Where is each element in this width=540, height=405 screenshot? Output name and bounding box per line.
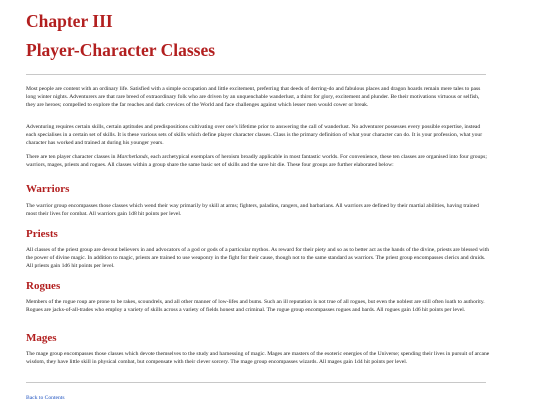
top-divider	[26, 74, 486, 75]
chapter-number: Chapter III	[26, 11, 113, 31]
heading-mages: Mages	[26, 332, 57, 344]
setting-title: Marchetlands	[116, 154, 148, 160]
bottom-divider	[26, 382, 486, 383]
chapter-title: Player-Character Classes	[26, 40, 216, 60]
priests-paragraph: All classes of the priest group are devout believers in and advocators of a god or gods of a particular mythos. As reward for their piety and so as to better act as the hands of the divine, priests are blessed with the power of divine magic. In addition to magic, priests are trained to use weaponry in the fight for their cause, though not to the same standard as warriors. The priest group encompasses clerics and druids. All priests gain 1d6 hit points per level.	[26, 247, 490, 269]
heading-priests: Priests	[26, 228, 58, 240]
intro-paragraph-3-after: , each archetypical exemplars of heroism broadly applicable in most fantastic worlds. For convenience, these ten classes are organised into four groups; warriors, mages, priests and rogues. All classes within a group share the same basic set of skills and the save hit die. These four groups are further elaborated below:	[26, 154, 487, 168]
heading-rogues: Rogues	[26, 280, 61, 292]
rogues-paragraph: Members of the rogue roup are prone to be rakes, scoundrels, and all other manner of low-lifes and bums. Such an ill reputation is not true of all rogues, but even the noblest are still often loath to authority. Rogues are jacks-of-all-trades who employ a variety of skills across a variety of fields honest and criminal. The rogue group encompasses rogues and bards. All rogues gain 1d6 hit points per level.	[26, 299, 485, 313]
mages-paragraph: The mage group encompasses those classes which devote themselves to the study and harnessing of magic. Mages are masters of the esoteric energies of the Universe; spending their lives in pursuit of arcane wisdom, they have little skill in physical combat, but compensate with their clever sorcery. The mage group encompasses wizards. All mages gain 1d4 hit points per level.	[26, 351, 490, 365]
back-to-contents-link[interactable]: Back to Contents	[26, 395, 65, 401]
heading-warriors: Warriors	[26, 183, 70, 195]
warriors-paragraph: The warrior group encompasses those classes which wend their way primarily by skill at arms; fighters, paladins, rangers, and barbarians. All warriors are defined by their martial abilities, having trained most their lives for combat. All warriors gain 1d8 hit points per level.	[26, 203, 479, 217]
intro-paragraph-3	[26, 154, 490, 170]
intro-paragraph-3-before: There are ten player character classes in	[26, 154, 117, 160]
intro-paragraph-2: Adventuring requires certain skills, certain aptitudes and predispositions cultivating over one’s lifetime prior to answering the call of wanderlust. No adventurer possesses every possible expertise, instead each specialises in a certain set of skills. It is these various sets of skills which define player character classes. Class is the primary definition of what your character can do. It is your profession, what your character has worked and trained at during his younger years.	[26, 124, 483, 146]
intro-paragraph-1: Most people are content with an ordinary life. Satisfied with a simple occupation and little excitement, preferring that deeds of derring-do and fabulous places and dragon hoards remain mere tales to pass long winter nights. Adventurers are that rare breed of extraordinary folk who are driven by an unquenchable wanderlust, a thirst for glory, excitement and plunder. Be their motivations virtuous or selfish, they are heroes; compelled to explore the far reaches and dark crevices of the World and face challenges against which lesser men would cower or break.	[26, 86, 481, 108]
